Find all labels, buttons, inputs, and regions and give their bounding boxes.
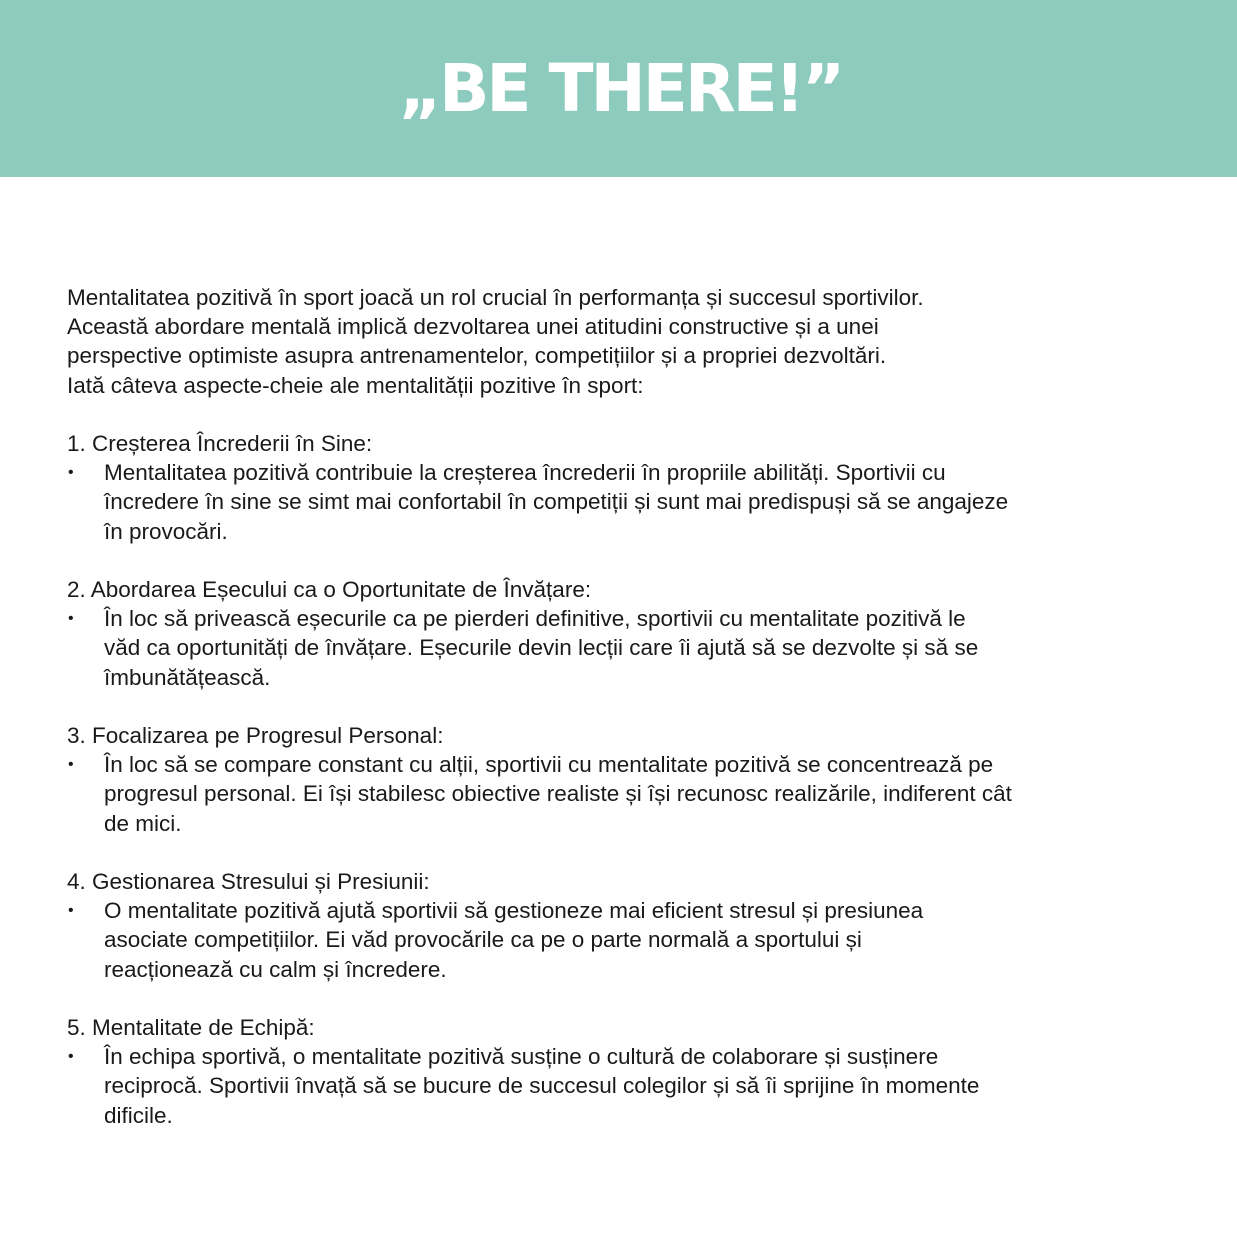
bullet-line: În loc să privească eșecurile ca pe pierderi definitive, sportivii cu mentalitate pozitivă le [104,606,966,632]
section-personal-progress [67,721,1177,838]
section-heading: 3. Focalizarea pe Progresul Personal: [67,723,444,748]
section-self-confidence [67,429,1177,546]
bullet-line: Mentalitatea pozitivă contribuie la creșterea încrederii în propriile abilități. Sportivii cu [104,460,946,486]
bullet-line: de mici. [104,810,182,836]
bullet-line: văd ca oportunități de învățare. Eșecurile devin lecții care îi ajută să se dezvolte și să se [104,635,979,661]
header-banner [0,0,1237,177]
section-stress-management [67,867,1177,984]
bullet-item [67,604,1177,692]
section-failure-as-learning [67,575,1177,692]
intro-line: Iată câteva aspecte-cheie ale mentalității pozitive în sport: [67,372,644,398]
section-heading: 5. Mentalitate de Echipă: [67,1015,315,1040]
section-heading: 1. Creșterea Încrederii în Sine: [67,431,373,456]
bullet-item [67,896,1177,984]
bullet-text [104,1042,979,1130]
bullet-line: îmbunătățească. [104,664,271,690]
intro-line: Această abordare mentală implică dezvoltarea unei atitudini constructive și a unei [67,314,879,340]
bullet-line: În echipa sportivă, o mentalitate pozitivă susține o cultură de colaborare și susținere [104,1044,939,1070]
bullet-item [67,458,1177,546]
intro-line: perspective optimiste asupra antrenamentelor, competițiilor și a propriei dezvoltări. [67,343,887,369]
intro-line: Mentalitatea pozitivă în sport joacă un rol crucial în performanța și succesul sportivilor. [67,285,924,310]
bullet-line: reciprocă. Sportivii învață să se bucure de succesul colegilor și să îi sprijine în momente [104,1073,980,1099]
bullet-icon: • [68,610,74,628]
section-team-mentality [67,1013,1177,1130]
bullet-line: încredere în sine se simt mai confortabil în competiții și sunt mai predispuși să se angajeze [104,489,1009,515]
intro-paragraph [67,283,1177,400]
bullet-text [104,750,1012,838]
page-title: „BE THERE!” [398,50,843,127]
bullet-icon: • [68,464,74,482]
article-body [67,283,1177,1130]
bullet-line: În loc să se compare constant cu alții, sportivii cu mentalitate pozitivă se concentrează pe [104,752,994,778]
bullet-item [67,1042,1177,1130]
bullet-text [104,458,1008,546]
bullet-icon: • [68,902,74,920]
bullet-icon: • [68,756,74,774]
bullet-item [67,750,1177,838]
bullet-line: progresul personal. Ei își stabilesc obiective realiste și își recunosc realizările, indiferent cât [104,781,1012,807]
bullet-line: asociate competițiilor. Ei văd provocările ca pe o parte normală a sportului și [104,927,862,953]
bullet-icon: • [68,1048,74,1066]
bullet-line: dificile. [104,1102,173,1128]
section-heading: 4. Gestionarea Stresului și Presiunii: [67,869,430,894]
bullet-line: O mentalitate pozitivă ajută sportivii să gestioneze mai eficient stresul și presiunea [104,898,924,924]
bullet-line: reacționează cu calm și încredere. [104,956,447,982]
bullet-text [104,896,923,984]
bullet-text [104,604,978,692]
bullet-line: în provocări. [104,518,228,544]
section-heading: 2. Abordarea Eșecului ca o Oportunitate de Învățare: [67,577,592,602]
